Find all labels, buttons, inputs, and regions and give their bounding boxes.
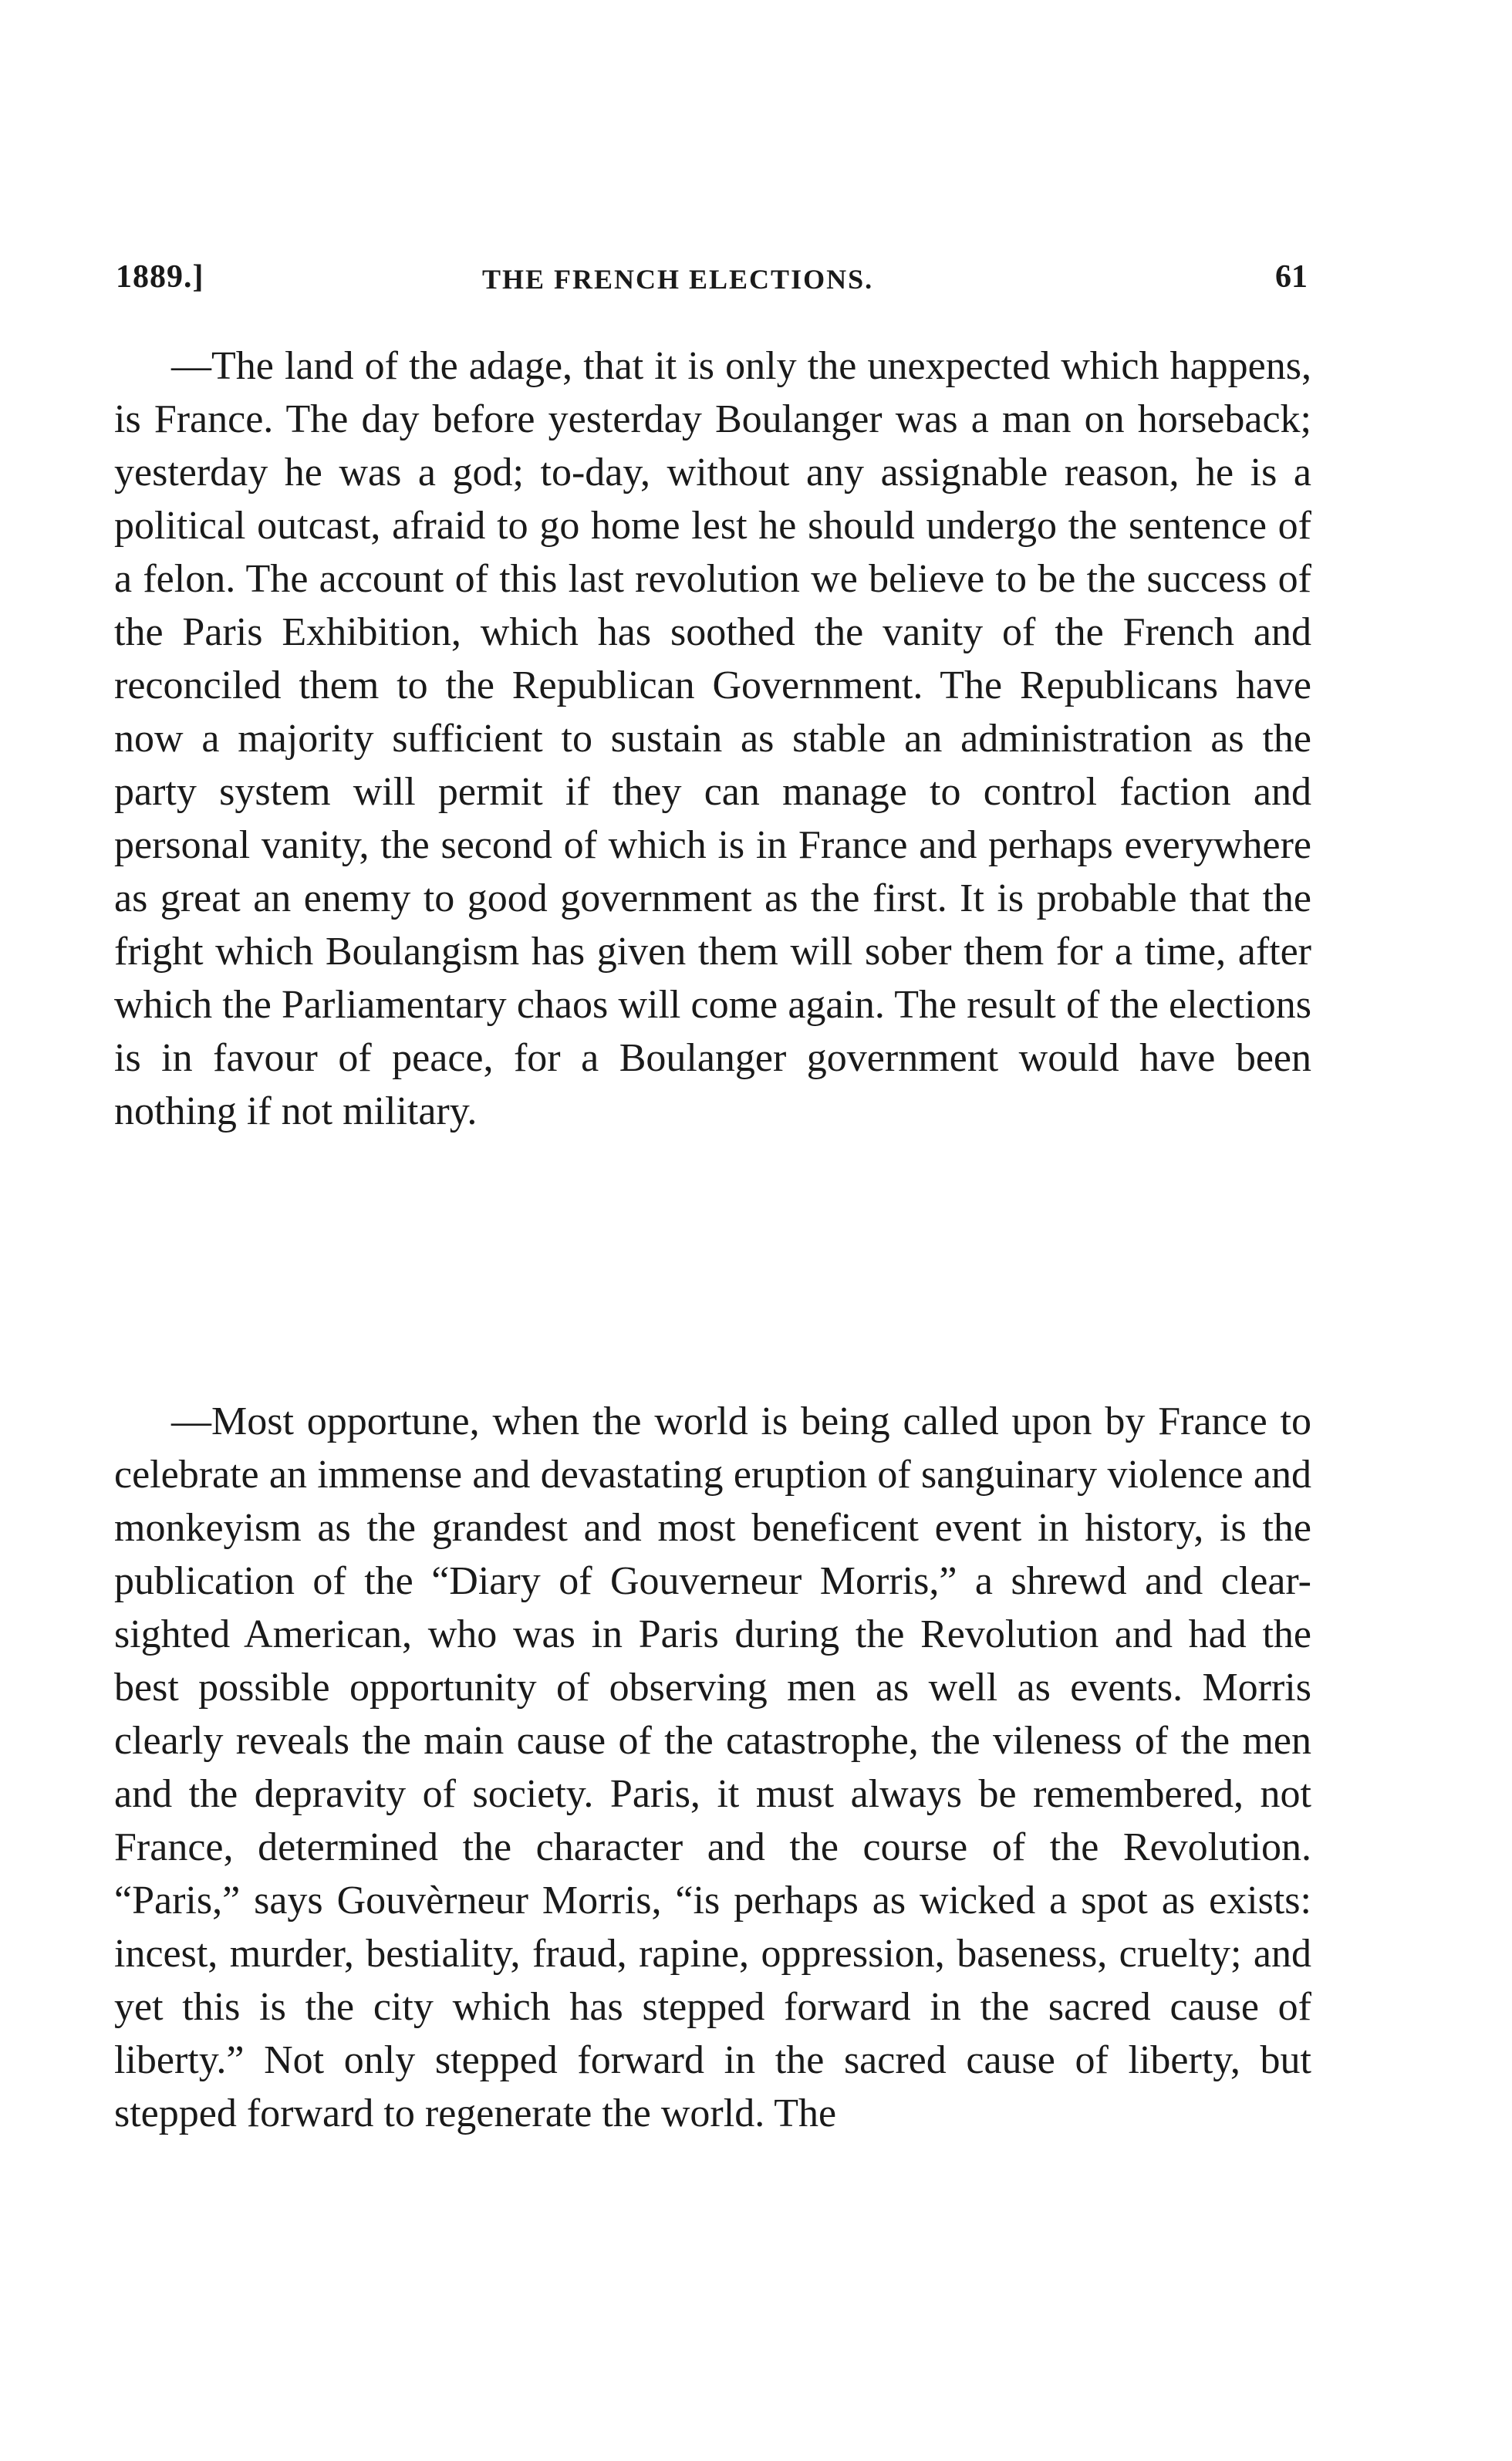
running-header	[116, 258, 1308, 305]
page-number: 61	[1275, 259, 1308, 295]
paragraph-french-elections: —The land of the adage, that it is only the unexpected which happens, is France. The day before yesterday Boulanger was a man on horseback; yesterday he was a god; to-day, without any assignable reason, he is a political outcast, afraid to go home lest he should undergo the sentence of a felon. The account of this last revolution we believe to be the success of the Paris Exhibition, which has soothed the vanity of the French and reconciled them to the Republican Government. The Republicans have now a majority sufficient to sustain as stable an administration as the party system will permit if they can manage to control faction and personal vanity, the second of which is in France and perhaps everywhere as great an enemy to good government as the first. It is probable that the fright which Boulangism has given them will sober them for a time, after which the Parliamentary chaos will come again. The result of the elections is in favour of peace, for a Boulanger government would have been nothing if not military.	[114, 344, 1311, 1133]
paragraph-gouverneur-morris: —Most opportune, when the world is being called upon by France to celebrate an immense and devastating eruption of sanguinary violence and monkeyism as the grandest and most beneficent event in history, is the publication of the “Diary of Gouverneur Morris,” a shrewd and clear-sighted American, who was in Paris during the Revolution and had the best possible opportunity of observing men as well as events. Morris clearly reveals the main cause of the catastrophe, the vileness of the men and the depravity of society. Paris, it must always be remembered, not France, determined the character and the course of the Revolution. “Paris,” says Gouvèrneur Morris, “is perhaps as wicked a spot as exists: incest, murder, bestiality, fraud, rapine, oppression, baseness, cruelty; and yet this is the city which has stepped forward in the sacred cause of liberty.” Not only stepped forward in the sacred cause of liberty, but stepped forward to regenerate the world. The	[114, 1399, 1311, 2135]
header-year: 1889.]	[116, 259, 204, 295]
header-title: THE FRENCH ELECTIONS.	[482, 264, 874, 295]
